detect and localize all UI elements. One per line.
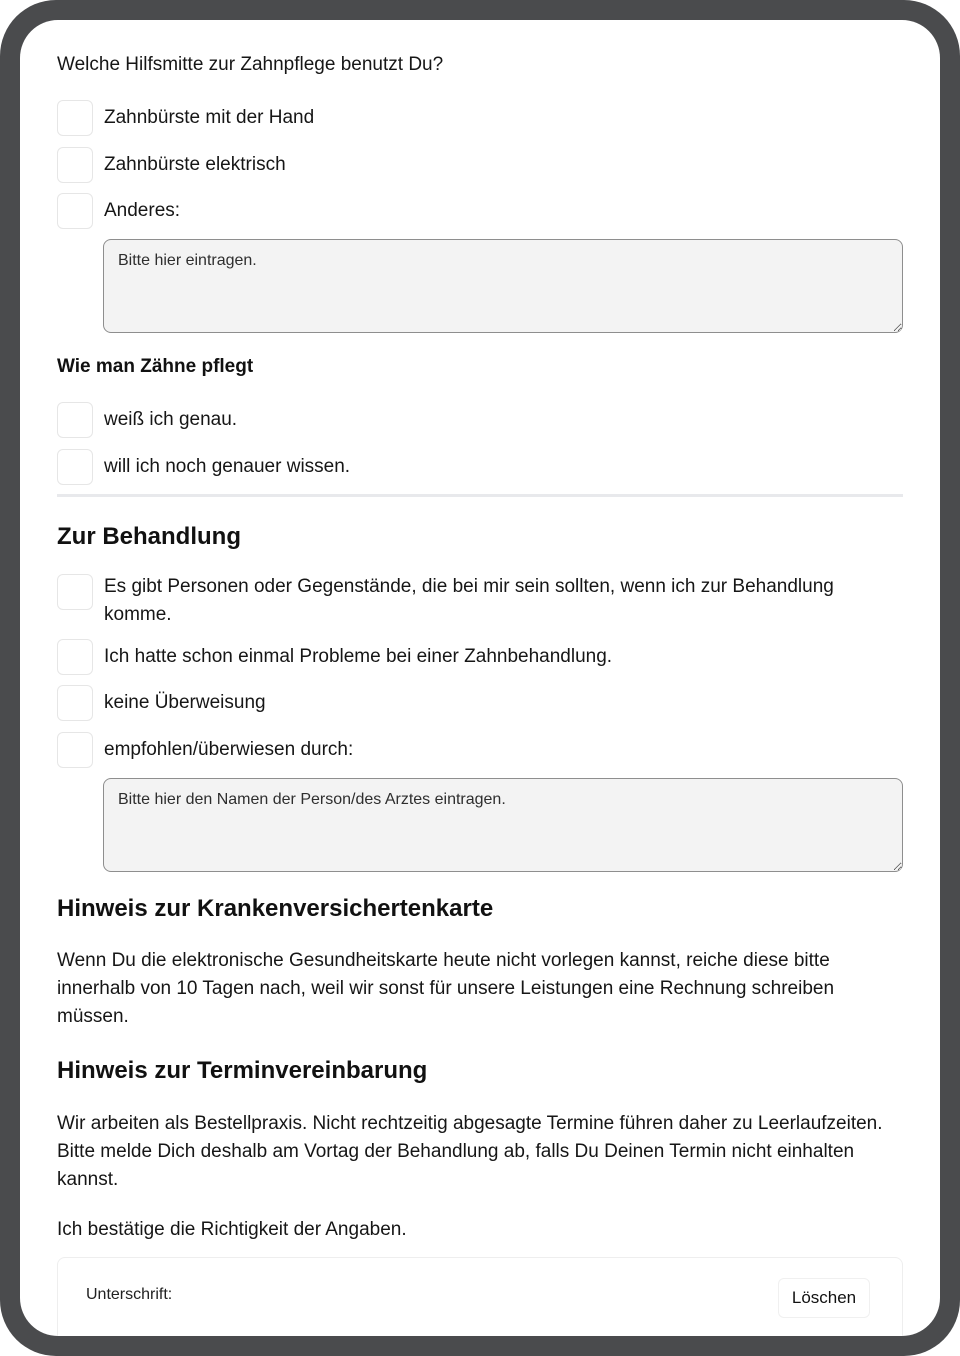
signature-pad[interactable] [57, 1257, 903, 1336]
option-know-exactly[interactable] [57, 402, 903, 438]
option-label: Es gibt Personen oder Gegenstände, die bei mir sein sollten, wenn ich zur Behandlung komme. [104, 576, 834, 625]
option-label: will ich noch genauer wissen. [104, 456, 351, 477]
option-no-referral[interactable] [57, 685, 903, 721]
option-referred-by[interactable] [57, 732, 903, 768]
checkbox-persons-objects[interactable] [57, 574, 93, 610]
option-want-to-know[interactable] [57, 449, 903, 485]
option-label: weiß ich genau. [104, 409, 238, 430]
option-label: empfohlen/überwiesen durch: [104, 739, 354, 760]
clear-signature-button[interactable]: Löschen [778, 1278, 870, 1318]
option-electric-toothbrush[interactable] [57, 147, 903, 183]
appointment-note-text: Wir arbeiten als Bestellpraxis. Nicht rechtzeitig abgesagte Termine führen daher zu Leerlaufzeiten. Bitte melde Dich deshalb am Vortag der Behandlung ab, falls Du Deinen Termin nicht einhalten kannst. [57, 1113, 883, 1190]
confirmation-text: Ich bestätige die Richtigkeit der Angaben. [57, 1219, 407, 1240]
checkbox-manual-toothbrush[interactable] [57, 100, 93, 136]
checkbox-no-referral[interactable] [57, 685, 93, 721]
option-label: Anderes: [104, 200, 181, 221]
option-label: Ich hatte schon einmal Probleme bei einer Zahnbehandlung. [104, 646, 613, 667]
form-screen [20, 20, 940, 1336]
checkbox-know-exactly[interactable] [57, 402, 93, 438]
option-label: Zahnbürste mit der Hand [104, 107, 315, 128]
care-title: Wie man Zähne pflegt [57, 356, 254, 377]
option-manual-toothbrush[interactable] [57, 100, 903, 136]
option-previous-problems[interactable] [57, 639, 903, 675]
option-label: Zahnbürste elektrisch [104, 154, 286, 175]
checkbox-referred-by[interactable] [57, 732, 93, 768]
treatment-title: Zur Behandlung [57, 523, 241, 550]
signature-label: Unterschrift: [86, 1286, 173, 1303]
tools-question: Welche Hilfsmitte zur Zahnpflege benutzt Du? [57, 54, 444, 75]
insurance-note-title: Hinweis zur Krankenversichertenkarte [57, 895, 494, 922]
option-other[interactable] [57, 193, 903, 229]
insurance-note-text: Wenn Du die elektronische Gesundheitskarte heute nicht vorlegen kannst, reiche diese bitte innerhalb von 10 Tagen nach, weil wir sonst für unsere Leistungen eine Rechnung schreiben müssen. [57, 950, 835, 1027]
referral-textarea[interactable] [103, 778, 903, 872]
option-persons-objects[interactable] [57, 573, 903, 631]
appointment-note-title: Hinweis zur Terminvereinbarung [57, 1057, 428, 1084]
checkbox-previous-problems[interactable] [57, 639, 93, 675]
section-divider [57, 494, 903, 497]
other-tools-textarea[interactable] [103, 239, 903, 333]
option-label: keine Überweisung [104, 692, 266, 713]
checkbox-electric-toothbrush[interactable] [57, 147, 93, 183]
checkbox-want-to-know[interactable] [57, 449, 93, 485]
checkbox-other[interactable] [57, 193, 93, 229]
